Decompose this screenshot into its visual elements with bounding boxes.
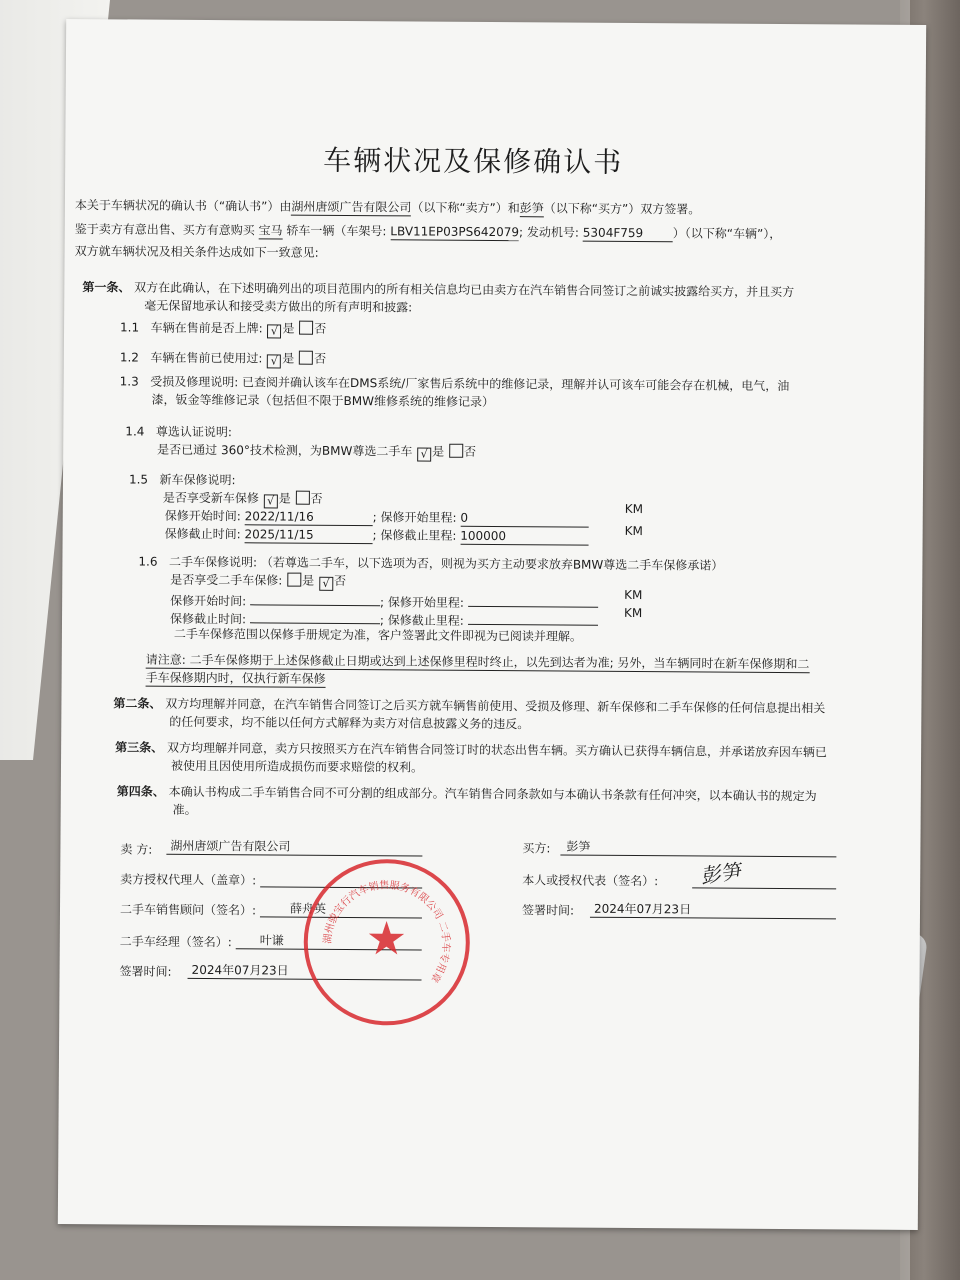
- section-1-3-cont: 漆，钣金等维修记录（包括但不限于BMW维修系统的维修记录）: [151, 392, 495, 410]
- article-1-cont: 毫无保留地承认和接受卖方做出的所有声明和披露:: [144, 298, 413, 315]
- rep-label: 本人或授权代表（签名）:: [522, 873, 659, 889]
- new-warranty-end-date: 2025/11/15: [244, 526, 372, 544]
- yes-label: 是: [282, 321, 295, 336]
- yes-label: 是: [302, 573, 315, 588]
- section-1-3: [120, 373, 790, 394]
- field-label: 保修截止时间:: [169, 611, 247, 627]
- km-unit: KM: [624, 501, 644, 517]
- section-note: （若尊选二手车，以下选项为否，则视为买方主动要求放弃BMW尊选二手车保修承诺）: [260, 555, 724, 573]
- article-label: 第三条、: [115, 740, 164, 755]
- checkbox-yes[interactable]: √: [267, 324, 281, 338]
- vehicle-brand: 宝马: [258, 223, 283, 238]
- section-heading: 二手车保修说明:: [168, 554, 258, 570]
- checkbox-no[interactable]: [299, 321, 313, 335]
- seller-sign-line: [166, 854, 422, 857]
- company-seal: [303, 859, 470, 1026]
- yes-label: 是: [432, 444, 445, 459]
- yes-label: 是: [282, 351, 295, 366]
- notice-text: 手车保修期内时，仅执行新车保修: [145, 670, 326, 686]
- section-1-5: [129, 471, 236, 488]
- advisor-label: 二手车销售顾问（签名）:: [119, 902, 257, 918]
- notice-text: 请注意: 二手车保修期于上述保修截止日期或达到上述保修里程时终止，以先到达者为准; 另外，当车辆同时在新车保修期和二: [145, 652, 810, 672]
- no-label: 否: [314, 351, 327, 366]
- buyer-sign-value: 彭笋: [566, 839, 591, 854]
- seller-date: 2024年07月23日: [191, 962, 289, 978]
- new-warranty-end-km: 100000: [460, 528, 588, 546]
- checkbox-yes[interactable]: √: [417, 447, 431, 461]
- engine-value: 5304F759: [583, 225, 673, 243]
- buyer-name: 彭笋: [519, 201, 544, 216]
- buyer-sign-label: 买方:: [522, 841, 551, 856]
- article-text: 双方在此确认，在下述明确列出的项目范围内的所有相关信息均已由卖方在汽车销售合同签订之前诚实披露给买方，并且买方: [134, 280, 795, 300]
- section-1-6: [138, 554, 723, 574]
- section-1-5-question: [163, 490, 323, 509]
- no-label: 否: [463, 444, 477, 459]
- manager-label: 二手车经理（签名）:: [119, 934, 232, 950]
- article-text: 本确认书构成二手车销售合同不可分割的组成部分。汽车销售合同条款如与本确认书条款有任何冲突，以本确认书的规定为: [168, 784, 817, 804]
- section-text: 是否已通过 360°技术检测，为BMW尊选二手车: [157, 442, 413, 459]
- used-warranty-scope: 二手车保修范围以保修手册规定为准，客户签署此文件即视为已阅读并理解。: [173, 626, 582, 644]
- buyer-sign-line: [560, 854, 836, 857]
- advisor-name: 薛舟英: [289, 901, 327, 916]
- article-label: 第一条、: [82, 280, 131, 295]
- section-text: 是否享受新车保修: [162, 490, 259, 506]
- used-warranty-start-date[interactable]: [250, 590, 380, 606]
- field-label: 保修开始时间:: [164, 508, 241, 524]
- article-3-cont: 被使用且因使用所造成损伤而要求赔偿的权利。: [170, 758, 424, 775]
- no-label: 否: [314, 321, 327, 336]
- intro-line-3: 双方就车辆状况及相关条件达成如下一致意见:: [74, 244, 319, 260]
- checkbox-no[interactable]: [296, 491, 310, 505]
- section-number: 1.1: [120, 320, 140, 335]
- field-label: ; 保修开始里程:: [372, 510, 457, 525]
- seller-sign-label: 卖 方:: [120, 842, 153, 857]
- section-number: 1.5: [128, 472, 149, 487]
- new-warranty-start-km: 0: [460, 510, 588, 528]
- buyer-date-label: 签署时间:: [521, 903, 575, 918]
- article-label: 第四条、: [116, 784, 165, 799]
- field-label: 保修截止时间:: [164, 526, 241, 542]
- section-1-6-question: [170, 572, 346, 591]
- field-label: ; 保修截止里程:: [379, 613, 464, 628]
- section-number: 1.6: [138, 554, 158, 569]
- new-warranty-start-row: [165, 508, 589, 528]
- article-4: [117, 783, 817, 804]
- intro-text: ）（以下称“车辆”），: [672, 226, 782, 242]
- article-text: 双方均理解并同意，卖方只按照买方在汽车销售合同签订时的状态出售车辆。买方确认已获得车辆信息，并承诺放弃因车辆已: [166, 740, 828, 760]
- section-text: 受损及修理说明: 已查阅并确认该车在DMS系统/厂家售后系统中的维修记录，理解并认可该车可能会存在机械，电气，油: [150, 374, 790, 394]
- intro-text: ; 发动机号:: [519, 225, 580, 240]
- document-title: 车辆状况及保修确认书: [323, 143, 624, 179]
- section-heading: 尊选认证说明:: [155, 424, 232, 440]
- seal-lettering: [317, 875, 456, 1014]
- checkbox-no[interactable]: [299, 351, 313, 365]
- agent-label: 卖方授权代理人（盖章）:: [120, 872, 257, 888]
- section-text: 车辆在售前是否上牌:: [150, 320, 263, 336]
- used-warranty-end-date[interactable]: [250, 608, 380, 624]
- seller-date-label: 签署时间:: [119, 964, 172, 979]
- checkbox-yes[interactable]: [287, 573, 301, 587]
- intro-line-2: [75, 221, 782, 243]
- vin-value: LBV11EP03PS642079: [390, 224, 520, 240]
- seal-star-icon: ★: [365, 911, 408, 966]
- article-2-cont: 的任何要求，均不能以任何方式解释为卖方对信息披露义务的违反。: [169, 714, 530, 732]
- new-warranty-end-row: [165, 526, 589, 546]
- no-label: 否: [333, 573, 347, 588]
- seller-name: 湖州唐颂广告有限公司: [291, 199, 412, 215]
- checkbox-no[interactable]: [449, 444, 463, 458]
- km-unit: KM: [624, 587, 643, 603]
- yes-label: 是: [278, 491, 291, 506]
- intro-line-1: [75, 197, 700, 218]
- intro-text: 本关于车辆状况的确认书（“确认书”）由: [74, 198, 292, 214]
- section-text: 是否享受二手车保修:: [170, 572, 283, 588]
- article-text: 双方均理解并同意，在汽车销售合同签订之后买方就车辆售前使用、受损及修理、新车保修和二手车保修的任何信息提出相关: [165, 696, 826, 716]
- section-text: 车辆在售前已使用过:: [150, 350, 263, 366]
- intro-text: 鉴于卖方有意出售、买方有意购买: [74, 222, 255, 238]
- article-4-cont: 准。: [172, 802, 197, 817]
- intro-text: 轿车一辆（车架号:: [286, 223, 387, 239]
- buyer-date-line: [590, 917, 836, 920]
- field-label: ; 保修开始里程:: [379, 595, 464, 610]
- buyer-date: 2024年07月23日: [593, 901, 692, 917]
- svg-text:湖州骏宝行汽车销售服务有限公司 二手车专用章: 湖州骏宝行汽车销售服务有限公司 二手车专用章: [322, 880, 451, 984]
- section-number: 1.2: [119, 350, 139, 365]
- used-warranty-end-km[interactable]: [468, 610, 598, 626]
- buyer-signature: 彭笋: [699, 859, 742, 889]
- notice-line-2: [146, 670, 326, 688]
- intro-text: （以下称“卖方”）和: [411, 200, 520, 216]
- no-label: 否: [310, 491, 323, 506]
- section-1-1: [120, 319, 326, 338]
- section-1-4-question: [157, 442, 476, 462]
- rep-sign-line: [692, 887, 836, 889]
- article-label: 第二条、: [113, 696, 162, 711]
- seller-sign-value: 湖州唐颂广告有限公司: [170, 838, 291, 854]
- checkbox-yes[interactable]: √: [264, 494, 278, 508]
- section-1-2: [120, 349, 326, 368]
- field-label: 保修开始时间:: [170, 593, 247, 609]
- manager-name: 叶谦: [259, 933, 284, 948]
- checkbox-yes[interactable]: √: [267, 354, 281, 368]
- km-unit: KM: [624, 523, 643, 539]
- section-number: 1.3: [119, 374, 139, 389]
- checkbox-no[interactable]: √: [319, 577, 333, 591]
- new-warranty-start-date: 2022/11/16: [245, 508, 373, 526]
- field-label: ; 保修截止里程:: [372, 528, 457, 543]
- used-warranty-start-km[interactable]: [468, 592, 598, 608]
- document-page: [58, 19, 926, 1230]
- section-heading: 新车保修说明:: [159, 472, 236, 488]
- intro-text: （以下称“买方”）双方签署。: [543, 201, 701, 217]
- section-number: 1.4: [125, 424, 145, 439]
- section-1-4: [125, 423, 232, 440]
- km-unit: KM: [624, 605, 643, 621]
